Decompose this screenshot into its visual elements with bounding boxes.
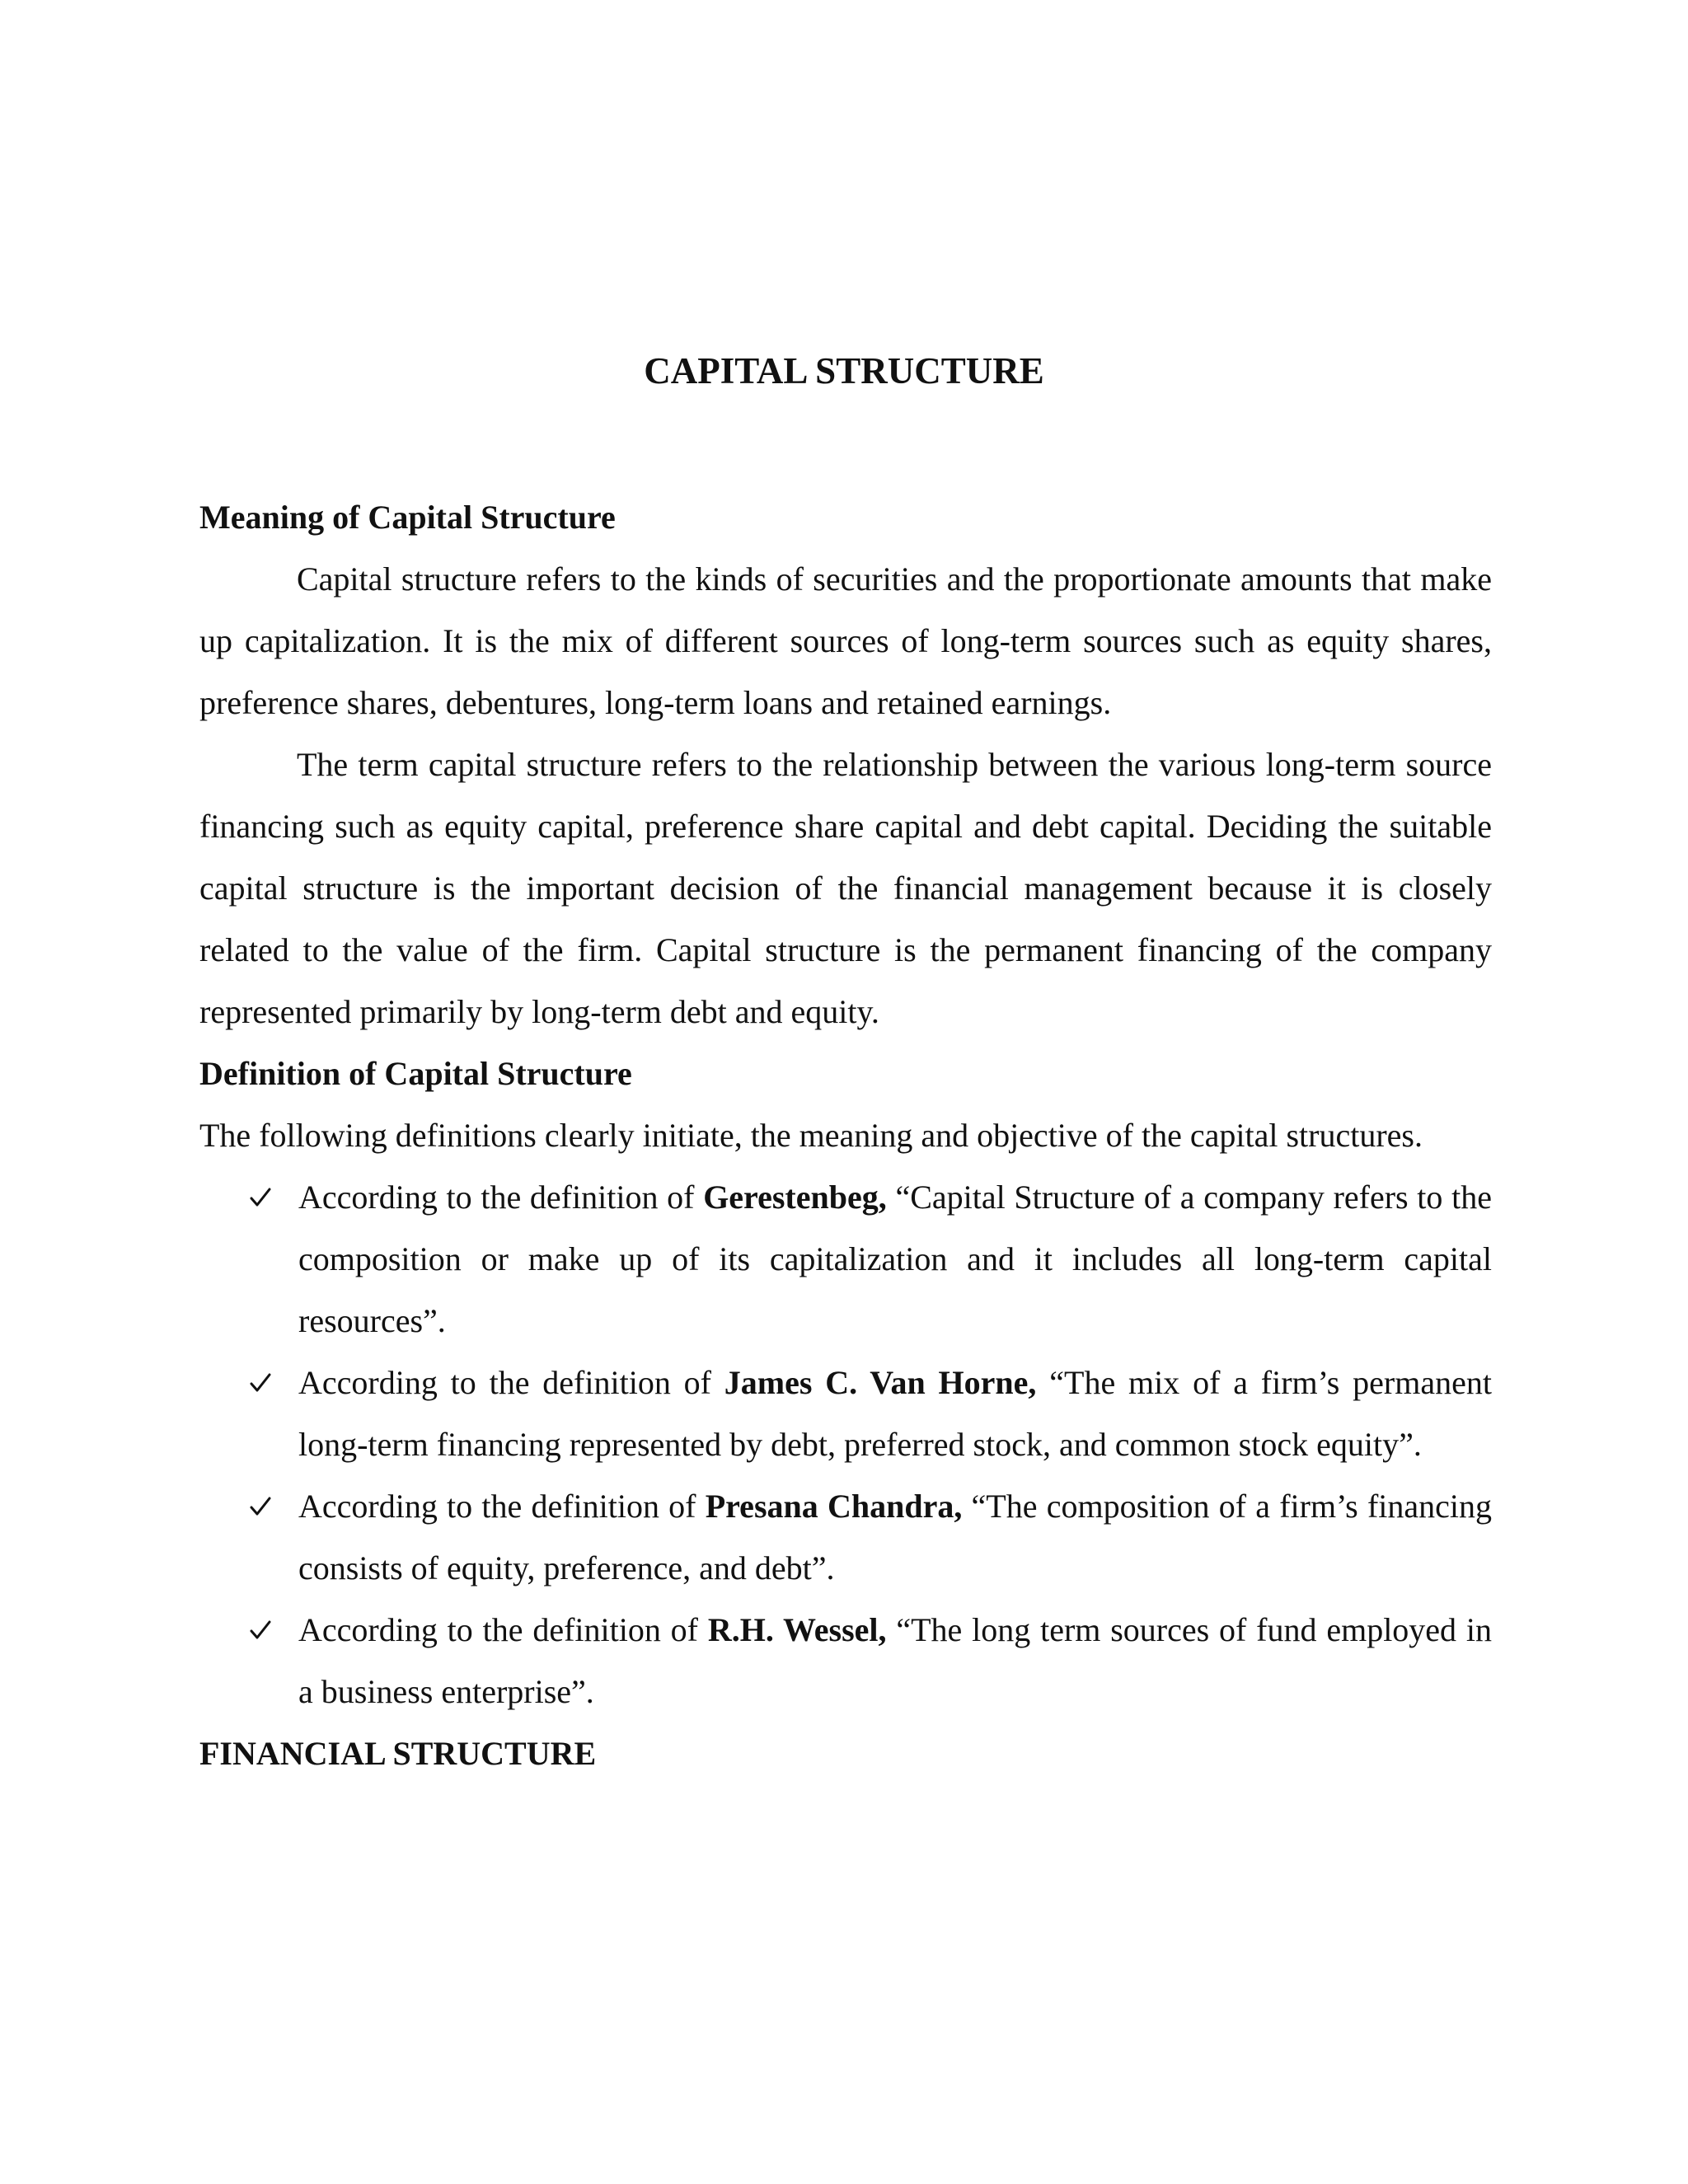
definition-prefix: According to the definition of (298, 1488, 706, 1525)
definition-prefix: According to the definition of (298, 1179, 704, 1216)
definition-author: Gerestenbeg, (703, 1179, 887, 1216)
meaning-paragraph-1: Capital structure refers to the kinds of securities and the proportionate amounts that make up capitalization. It is the mix of different sources of long-term sources such as equity shares, preference shares, debentures, long-term loans and retained earnings. (199, 560, 1492, 721)
definition-prefix: According to the definition of (298, 1364, 724, 1401)
meaning-paragraph-2: The term capital structure refers to the relationship between the various long-term source financing such as equity capital, preference share capital and debt capital. Deciding the suitable capital structure is the important decision of the financial management because it is closely related to the value of the firm. Capital structure is the permanent financing of the company represented primarily by long-term debt and equity. (199, 746, 1492, 1030)
section-heading-financial-structure: FINANCIAL STRUCTURE (199, 1735, 597, 1772)
definition-item-gerestenbeg (199, 1166, 1492, 1352)
definition-item-van-horne (199, 1352, 1492, 1475)
definitions-list (199, 1166, 1492, 1722)
definition-quote: “The long term sources of fund employed in a business enterprise”. (298, 1611, 1493, 1710)
definition-author: Presana Chandra, (705, 1488, 963, 1525)
section-heading-meaning: Meaning of Capital Structure (199, 499, 616, 536)
definition-prefix: According to the definition of (298, 1611, 708, 1648)
definition-quote: “The composition of a firm’s financing consists of equity, preference, and debt”. (298, 1488, 1492, 1586)
document-body (199, 486, 1492, 1784)
definition-author: R.H. Wessel, (707, 1611, 887, 1648)
checkmark-icon (249, 1352, 282, 1413)
definition-item-chandra (199, 1475, 1492, 1599)
checkmark-icon (249, 1475, 282, 1537)
definition-quote: “Capital Structure of a company refers to the composition or make up of its capitalization and it includes all long-term capital resources”. (298, 1179, 1492, 1339)
definition-item-wessel (199, 1599, 1492, 1722)
checkmark-icon (249, 1166, 282, 1228)
section-heading-definition: Definition of Capital Structure (199, 1055, 632, 1092)
page-title: CAPITAL STRUCTURE (644, 350, 1044, 391)
definition-author: James C. Van Horne, (724, 1364, 1037, 1401)
checkmark-icon (249, 1599, 282, 1661)
definition-intro: The following definitions clearly initiate, the meaning and objective of the capital structures. (199, 1117, 1423, 1154)
definition-quote: “The mix of a firm’s permanent long-term financing represented by debt, preferred stock, and common stock equity”. (298, 1364, 1492, 1463)
